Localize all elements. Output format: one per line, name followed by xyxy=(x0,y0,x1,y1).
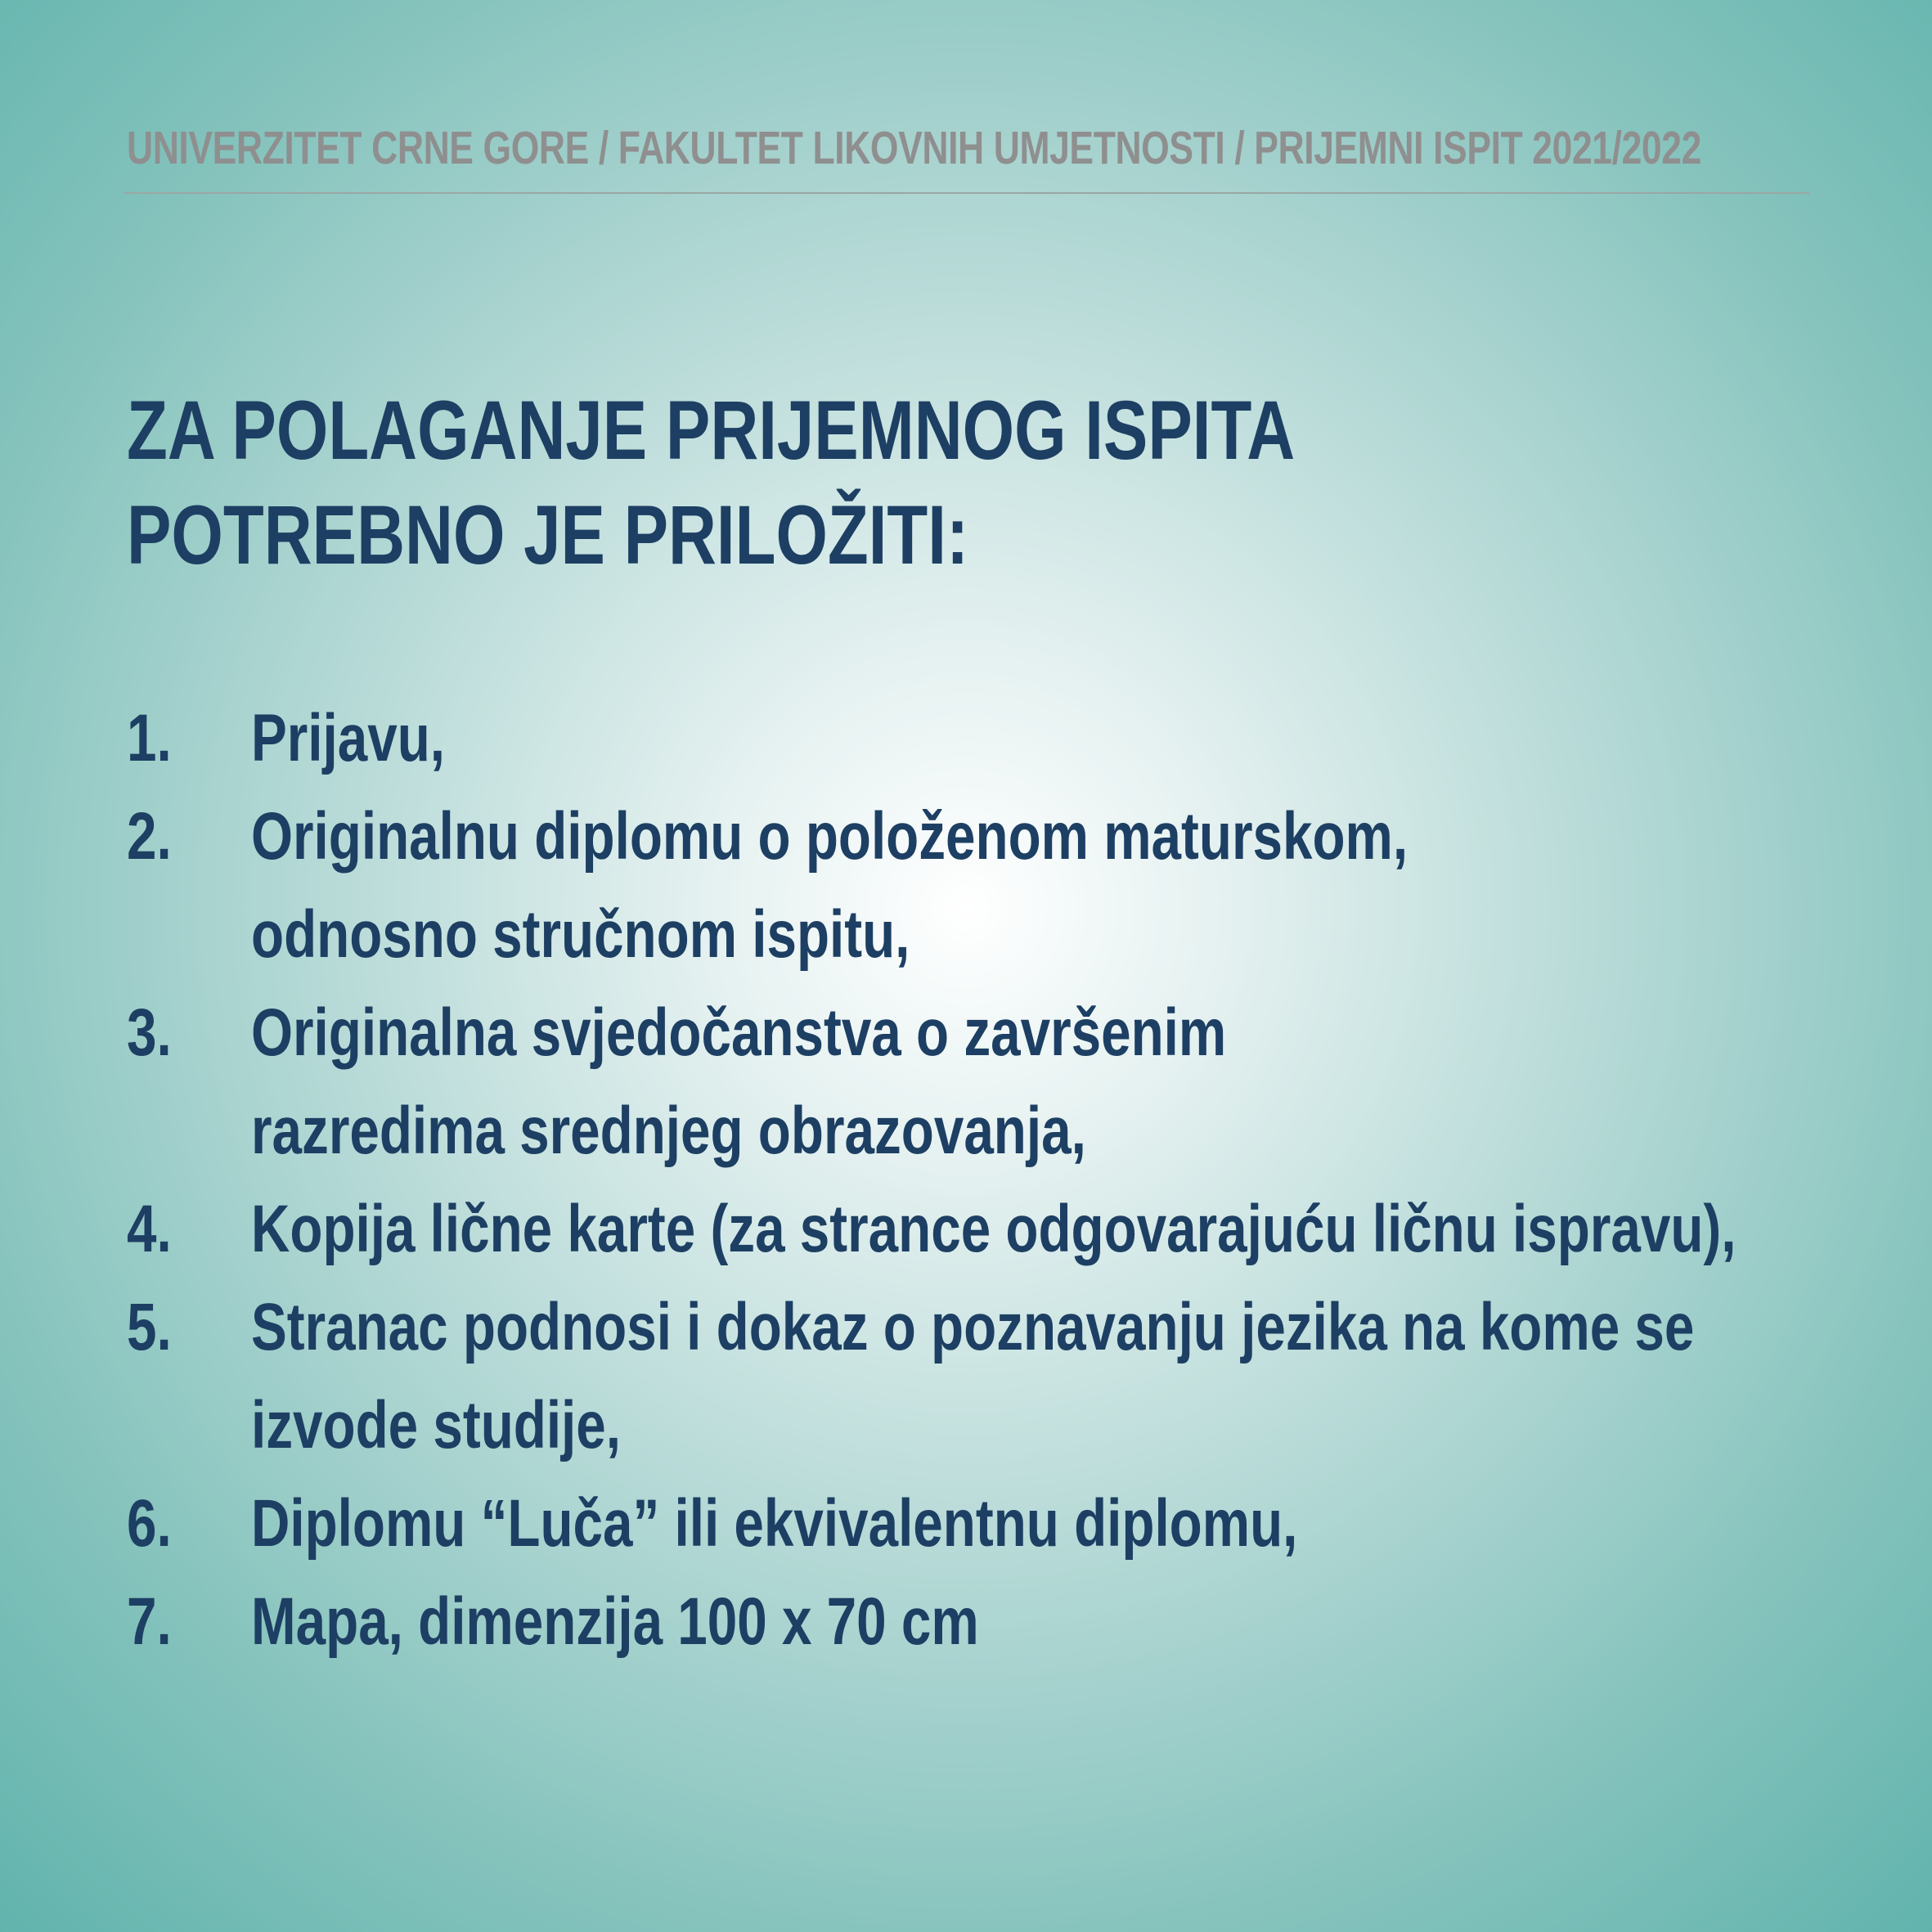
list-item xyxy=(127,1180,1736,1278)
list-item-number: 7. xyxy=(127,1584,172,1659)
title-line-1: ZA POLAGANJE PRIJEMNOG ISPITA xyxy=(127,384,1296,477)
list-item-text: Originalnu diplomu o položenom maturskom, xyxy=(251,799,1409,874)
list-item-number: 3. xyxy=(127,995,172,1070)
list-item-text: Stranac podnosi i dokaz o poznavanju jezika na kome se xyxy=(251,1290,1695,1364)
list-item-number: 2. xyxy=(127,799,172,874)
page-title xyxy=(127,378,1295,587)
list-item xyxy=(127,1475,1736,1573)
list-item-number: 4. xyxy=(127,1192,172,1266)
list-item-text: Mapa, dimenzija 100 x 70 cm xyxy=(251,1584,979,1659)
list-item-text: Kopija lične karte (za strance odgovarajuću ličnu ispravu), xyxy=(251,1192,1737,1266)
list-item-number: 1. xyxy=(127,701,172,775)
list-item-text: Diplomu “Luča” ili ekvivalentnu diplomu, xyxy=(251,1486,1298,1561)
list-item xyxy=(127,1573,1736,1671)
list-item-number: 5. xyxy=(127,1290,172,1364)
list-item-text: Prijavu, xyxy=(251,701,445,775)
list-item-text-continued: razredima srednjeg obrazovanja, xyxy=(251,1094,1086,1168)
list-item-text: Originalna svjedočanstva o završenim xyxy=(251,995,1227,1070)
list-item-text-continued: odnosno stručnom ispitu, xyxy=(251,897,910,972)
title-line-2: POTREBNO JE PRILOŽITI: xyxy=(127,488,969,582)
list-item xyxy=(127,690,1736,788)
list-item xyxy=(127,1278,1736,1475)
page-header: UNIVERZITET CRNE GORE / FAKULTET LIKOVNIH UMJETNOSTI / PRIJEMNI ISPIT 2021/2022 xyxy=(127,122,1701,174)
list-item-text-continued: izvode studije, xyxy=(251,1388,621,1462)
requirements-list xyxy=(127,690,1736,1671)
list-item-number: 6. xyxy=(127,1486,172,1561)
list-item xyxy=(127,984,1736,1180)
header-divider xyxy=(124,192,1809,194)
list-item xyxy=(127,788,1736,984)
